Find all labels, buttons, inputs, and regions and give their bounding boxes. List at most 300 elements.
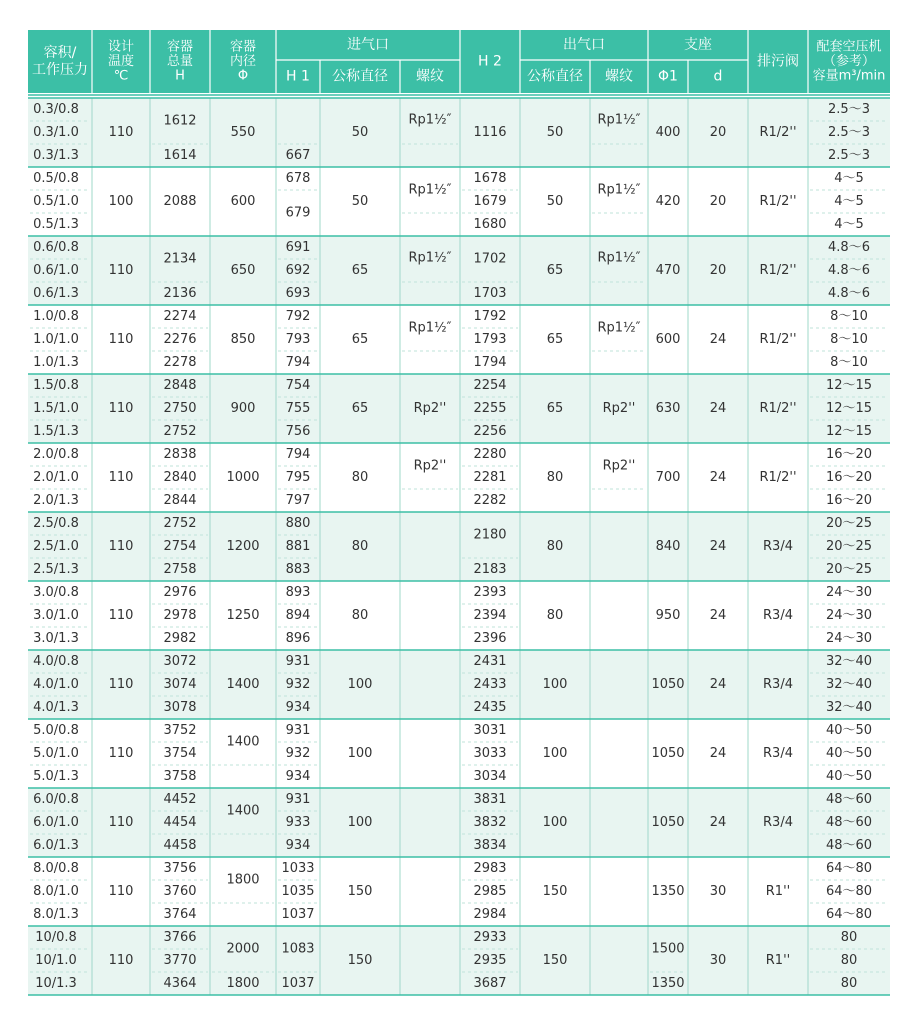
table-cell: 692 xyxy=(285,263,311,278)
table-band xyxy=(28,788,890,857)
table-cell: 650 xyxy=(230,263,256,278)
header-label: Φ xyxy=(237,68,249,84)
table-cell: 2752 xyxy=(163,516,197,531)
table-cell: R3/4 xyxy=(763,815,793,830)
table-cell: 3832 xyxy=(473,815,507,830)
model-cell: 2.5/1.3 xyxy=(33,562,79,577)
table-cell: 883 xyxy=(285,562,311,577)
table-cell: 797 xyxy=(285,493,311,508)
model-cell: 3.0/1.0 xyxy=(33,608,79,623)
model-cell: 4.0/1.3 xyxy=(33,700,79,715)
table-cell: 20～25 xyxy=(825,516,873,531)
table-cell: 470 xyxy=(655,263,681,278)
model-cell: 0.6/1.0 xyxy=(33,263,79,278)
table-cell: 2750 xyxy=(163,401,197,416)
model-cell: 2.5/0.8 xyxy=(33,516,79,531)
model-cell: 5.0/1.3 xyxy=(33,769,79,784)
header-label: 配套空压机 xyxy=(816,39,882,55)
table-cell: 931 xyxy=(285,723,311,738)
table-cell: 4.8～6 xyxy=(828,263,870,278)
table-cell: 756 xyxy=(285,424,311,439)
model-cell: 0.6/1.3 xyxy=(33,286,79,301)
table-cell: 80 xyxy=(351,470,369,485)
table-cell: 4～5 xyxy=(834,194,864,209)
table-cell: 20 xyxy=(709,194,727,209)
table-cell: 600 xyxy=(230,194,256,209)
header-label: 容量m³/min xyxy=(812,68,886,84)
table-cell: 932 xyxy=(285,677,311,692)
table-cell: 933 xyxy=(285,815,311,830)
table-cell: 1793 xyxy=(473,332,507,347)
table-cell: 80 xyxy=(546,539,564,554)
model-cell: 2.0/1.0 xyxy=(33,470,79,485)
table-cell: 80 xyxy=(840,976,858,991)
table-cell: 110 xyxy=(108,884,134,899)
table-cell: 3760 xyxy=(163,884,197,899)
table-cell: 65 xyxy=(351,401,369,416)
table-cell: 2282 xyxy=(473,493,507,508)
table-cell: 4.8～6 xyxy=(828,286,870,301)
table-cell: 12～15 xyxy=(825,424,873,439)
header-label: 螺纹 xyxy=(416,68,444,85)
table-cell: 3074 xyxy=(163,677,197,692)
header-label: 总量 xyxy=(166,54,194,69)
table-cell: 65 xyxy=(546,263,564,278)
header-label: 内径 xyxy=(229,54,257,69)
table-cell: 2088 xyxy=(163,194,197,209)
table-cell: R1'' xyxy=(765,953,791,968)
table-cell: 30 xyxy=(709,884,727,899)
table-cell: R1/2'' xyxy=(759,470,797,485)
table-cell: 3687 xyxy=(473,976,507,991)
table-cell: 2984 xyxy=(473,907,507,922)
table-cell: Rp1½″ xyxy=(408,320,452,336)
header-group-label: 出气口 xyxy=(563,37,605,53)
table-cell: 795 xyxy=(285,470,311,485)
model-cell: 5.0/0.8 xyxy=(33,723,79,738)
table-cell: 754 xyxy=(285,378,311,393)
table-cell: 24 xyxy=(709,332,727,347)
table-cell: 3756 xyxy=(163,861,197,876)
table-cell: 1792 xyxy=(473,309,507,324)
table-cell: R1/2'' xyxy=(759,125,797,140)
table-cell: R3/4 xyxy=(763,677,793,692)
table-cell: 110 xyxy=(108,815,134,830)
table-cell: R1/2'' xyxy=(759,194,797,209)
header-label: 容积/ xyxy=(43,45,77,61)
table-cell: 2180 xyxy=(473,527,507,543)
table-cell: 30 xyxy=(709,953,727,968)
table-cell: 8～10 xyxy=(830,309,868,324)
table-cell: 794 xyxy=(285,355,311,370)
header-label: 设计 xyxy=(107,39,135,55)
table-cell: 1200 xyxy=(226,539,260,554)
table-cell: 3831 xyxy=(473,792,507,807)
table-cell: 893 xyxy=(285,585,311,600)
table-cell: 2396 xyxy=(473,631,507,646)
table-cell: 3834 xyxy=(473,838,507,853)
header-label: H 2 xyxy=(478,53,502,70)
table-cell: 64～80 xyxy=(825,884,873,899)
table-cell: Rp2'' xyxy=(602,458,636,474)
table-cell: 110 xyxy=(108,746,134,761)
table-cell: 50 xyxy=(546,125,564,140)
table-cell: 24～30 xyxy=(825,585,873,600)
table-cell: 2933 xyxy=(473,930,507,945)
table-cell: 2.5～3 xyxy=(828,125,870,140)
table-cell: R1/2'' xyxy=(759,401,797,416)
table-cell: 1794 xyxy=(473,355,507,370)
table-cell: 3752 xyxy=(163,723,197,738)
table-cell: 4452 xyxy=(163,792,197,807)
model-cell: 4.0/1.0 xyxy=(33,677,79,692)
table-cell: 40～50 xyxy=(825,769,873,784)
table-cell: 3034 xyxy=(473,769,507,784)
table-cell: 4364 xyxy=(163,976,197,991)
table-cell: 100 xyxy=(542,815,568,830)
table-cell: 931 xyxy=(285,792,311,807)
table-cell: 900 xyxy=(230,401,256,416)
header-label: H 1 xyxy=(286,68,310,85)
table-cell: 3764 xyxy=(163,907,197,922)
table-cell: R1/2'' xyxy=(759,263,797,278)
table-cell: 2758 xyxy=(163,562,197,577)
table-cell: 2280 xyxy=(473,447,507,462)
table-cell: 792 xyxy=(285,309,311,324)
table-cell: 3072 xyxy=(163,654,197,669)
header-label: 容器 xyxy=(229,39,257,55)
header-label: 排污阀 xyxy=(757,53,799,70)
table-cell: 2136 xyxy=(163,286,197,301)
table-cell: 4454 xyxy=(163,815,197,830)
table-cell: Rp1½″ xyxy=(597,182,641,198)
table-cell: 110 xyxy=(108,608,134,623)
table-cell: 400 xyxy=(655,125,681,140)
table-cell: 100 xyxy=(347,677,373,692)
header-label: 工作压力 xyxy=(32,62,88,78)
table-cell: 1116 xyxy=(473,125,507,140)
table-cell: 110 xyxy=(108,332,134,347)
table-cell: 100 xyxy=(108,194,134,209)
table-cell: 950 xyxy=(655,608,681,623)
table-cell: 1350 xyxy=(651,884,685,899)
header-label: （参考） xyxy=(822,54,876,69)
table-cell: 1800 xyxy=(226,872,260,888)
table-cell: 793 xyxy=(285,332,311,347)
table-cell: 50 xyxy=(351,125,369,140)
table-cell: 110 xyxy=(108,677,134,692)
table-cell: 2838 xyxy=(163,447,197,462)
model-cell: 0.5/1.0 xyxy=(33,194,79,209)
table-cell: 20～25 xyxy=(825,539,873,554)
table-cell: 2435 xyxy=(473,700,507,715)
table-cell: 2848 xyxy=(163,378,197,393)
table-cell: 2983 xyxy=(473,861,507,876)
table-cell: 1250 xyxy=(226,608,260,623)
header-label: 公称直径 xyxy=(527,68,583,85)
table-cell: 24 xyxy=(709,815,727,830)
table-band xyxy=(28,926,890,995)
table-cell: 1614 xyxy=(163,148,197,163)
header-label: H xyxy=(175,68,185,84)
table-cell: 1050 xyxy=(651,815,685,830)
model-cell: 1.0/1.0 xyxy=(33,332,79,347)
model-cell: 6.0/1.3 xyxy=(33,838,79,853)
table-cell: 24 xyxy=(709,608,727,623)
header-label: d xyxy=(713,68,723,85)
table-cell: 110 xyxy=(108,470,134,485)
table-cell: 110 xyxy=(108,125,134,140)
table-cell: 1400 xyxy=(226,734,260,750)
table-cell: 64～80 xyxy=(825,861,873,876)
table-cell: 2840 xyxy=(163,470,197,485)
table-cell: 2433 xyxy=(473,677,507,692)
table-cell: 934 xyxy=(285,769,311,784)
table-cell: 3766 xyxy=(163,930,197,945)
table-cell: 934 xyxy=(285,838,311,853)
model-cell: 10/1.3 xyxy=(35,976,77,991)
table-cell: 931 xyxy=(285,654,311,669)
table-cell: 3758 xyxy=(163,769,197,784)
table-cell: 40～50 xyxy=(825,746,873,761)
table-cell: 1679 xyxy=(473,194,507,209)
table-cell: R3/4 xyxy=(763,539,793,554)
table-cell: 8～10 xyxy=(830,355,868,370)
table-cell: 12～15 xyxy=(825,401,873,416)
table-cell: 2.5～3 xyxy=(828,102,870,117)
table-cell: 48～60 xyxy=(825,838,873,853)
table-cell: 110 xyxy=(108,539,134,554)
table-cell: 65 xyxy=(546,401,564,416)
model-cell: 1.0/1.3 xyxy=(33,355,79,370)
model-cell: 1.5/1.3 xyxy=(33,424,79,439)
table-cell: 881 xyxy=(285,539,311,554)
table-cell: 2256 xyxy=(473,424,507,439)
table-cell: 150 xyxy=(542,953,568,968)
table-cell: Rp1½″ xyxy=(597,250,641,266)
model-cell: 2.0/1.3 xyxy=(33,493,79,508)
table-cell: 2281 xyxy=(473,470,507,485)
table-cell: 840 xyxy=(655,539,681,554)
table-cell: Rp1½″ xyxy=(597,320,641,336)
table-cell: 24～30 xyxy=(825,608,873,623)
table-cell: 679 xyxy=(285,205,311,221)
table-cell: 2752 xyxy=(163,424,197,439)
table-cell: Rp2'' xyxy=(602,401,636,416)
table-cell: 24 xyxy=(709,470,727,485)
table-cell: 150 xyxy=(347,953,373,968)
table-cell: 1035 xyxy=(281,884,315,899)
table-cell: 794 xyxy=(285,447,311,462)
table-cell: 1050 xyxy=(651,746,685,761)
table-cell: 80 xyxy=(840,930,858,945)
table-cell: 1037 xyxy=(281,976,315,991)
header-label: Φ1 xyxy=(658,68,678,85)
table-cell: 3770 xyxy=(163,953,197,968)
model-cell: 0.5/0.8 xyxy=(33,171,79,186)
table-cell: 2000 xyxy=(226,941,260,957)
table-cell: 40～50 xyxy=(825,723,873,738)
table-cell: 1680 xyxy=(473,217,507,232)
table-cell: 1400 xyxy=(226,677,260,692)
table-cell: Rp2'' xyxy=(413,458,447,474)
table-cell: R3/4 xyxy=(763,608,793,623)
table-cell: 1033 xyxy=(281,861,315,876)
table-cell: 8～10 xyxy=(830,332,868,347)
model-cell: 1.5/1.0 xyxy=(33,401,79,416)
model-cell: 5.0/1.0 xyxy=(33,746,79,761)
table-cell: 2393 xyxy=(473,585,507,600)
table-cell: R1'' xyxy=(765,884,791,899)
table-cell: 3754 xyxy=(163,746,197,761)
table-cell: 65 xyxy=(351,263,369,278)
table-band xyxy=(28,857,890,926)
table-cell: 50 xyxy=(351,194,369,209)
table-cell: 2978 xyxy=(163,608,197,623)
table-cell: 4.8～6 xyxy=(828,240,870,255)
table-cell: 2276 xyxy=(163,332,197,347)
table-cell: 80 xyxy=(546,608,564,623)
table-cell: 48～60 xyxy=(825,792,873,807)
table-cell: 4～5 xyxy=(834,171,864,186)
table-cell: 1702 xyxy=(473,251,507,267)
header-label: 螺纹 xyxy=(605,68,633,85)
table-cell: 64～80 xyxy=(825,907,873,922)
header-group-label: 支座 xyxy=(684,37,712,53)
table-cell: 2278 xyxy=(163,355,197,370)
table-cell: 80 xyxy=(351,608,369,623)
model-cell: 3.0/0.8 xyxy=(33,585,79,600)
table-cell: Rp1½″ xyxy=(597,112,641,128)
table-cell: 2844 xyxy=(163,493,197,508)
header-group-label: 进气口 xyxy=(347,37,389,53)
table-cell: 2982 xyxy=(163,631,197,646)
table-cell: 896 xyxy=(285,631,311,646)
table-cell: 100 xyxy=(542,746,568,761)
table-cell: 16～20 xyxy=(825,493,873,508)
model-cell: 1.0/0.8 xyxy=(33,309,79,324)
table-cell: 80 xyxy=(351,539,369,554)
model-cell: 0.3/1.3 xyxy=(33,148,79,163)
table-cell: 100 xyxy=(347,746,373,761)
table-cell: 1350 xyxy=(651,976,685,991)
table-cell: 2.5～3 xyxy=(828,148,870,163)
table-cell: 1612 xyxy=(163,113,197,129)
model-cell: 0.3/1.0 xyxy=(33,125,79,140)
table-cell: 934 xyxy=(285,700,311,715)
model-cell: 4.0/0.8 xyxy=(33,654,79,669)
table-cell: 3078 xyxy=(163,700,197,715)
table-cell: 693 xyxy=(285,286,311,301)
model-cell: 10/0.8 xyxy=(35,930,77,945)
table-cell: 110 xyxy=(108,953,134,968)
model-cell: 2.5/1.0 xyxy=(33,539,79,554)
table-cell: 1400 xyxy=(226,803,260,819)
table-cell: 2274 xyxy=(163,309,197,324)
table-cell: Rp1½″ xyxy=(408,250,452,266)
table-cell: 100 xyxy=(542,677,568,692)
table-cell: 667 xyxy=(285,148,311,163)
table-cell: 3031 xyxy=(473,723,507,738)
table-cell: 16～20 xyxy=(825,470,873,485)
table-cell: 4458 xyxy=(163,838,197,853)
model-cell: 1.5/0.8 xyxy=(33,378,79,393)
table-cell: 12～15 xyxy=(825,378,873,393)
header-label: 温度 xyxy=(107,54,135,69)
table-band xyxy=(28,512,890,581)
table-cell: 110 xyxy=(108,263,134,278)
table-cell: 4～5 xyxy=(834,217,864,232)
table-cell: 1800 xyxy=(226,976,260,991)
table-cell: 2431 xyxy=(473,654,507,669)
table-cell: 65 xyxy=(546,332,564,347)
table-cell: 1500 xyxy=(651,941,685,957)
table-cell: 2976 xyxy=(163,585,197,600)
model-cell: 0.6/0.8 xyxy=(33,240,79,255)
table-cell: 24 xyxy=(709,539,727,554)
table-cell: 932 xyxy=(285,746,311,761)
table-cell: 755 xyxy=(285,401,311,416)
table-cell: 2754 xyxy=(163,539,197,554)
table-cell: 2985 xyxy=(473,884,507,899)
model-cell: 8.0/0.8 xyxy=(33,861,79,876)
table-cell: 1703 xyxy=(473,286,507,301)
table-cell: 100 xyxy=(347,815,373,830)
table-cell: 894 xyxy=(285,608,311,623)
model-cell: 8.0/1.3 xyxy=(33,907,79,922)
table-cell: Rp1½″ xyxy=(408,182,452,198)
table-cell: 630 xyxy=(655,401,681,416)
table-cell: 2183 xyxy=(473,562,507,577)
table-cell: 32～40 xyxy=(825,677,873,692)
header-label: ℃ xyxy=(113,68,129,84)
table-cell: 32～40 xyxy=(825,700,873,715)
header-label: 容器 xyxy=(166,39,194,55)
table-cell: 420 xyxy=(655,194,681,209)
table-cell: 50 xyxy=(546,194,564,209)
model-cell: 6.0/0.8 xyxy=(33,792,79,807)
table-cell: Rp1½″ xyxy=(408,112,452,128)
table-cell: 150 xyxy=(347,884,373,899)
header-label: 公称直径 xyxy=(332,68,388,85)
table-cell: 2255 xyxy=(473,401,507,416)
table-cell: 20 xyxy=(709,125,727,140)
model-cell: 10/1.0 xyxy=(35,953,77,968)
table-cell: 32～40 xyxy=(825,654,873,669)
table-band xyxy=(28,719,890,788)
model-cell: 8.0/1.0 xyxy=(33,884,79,899)
table-cell: 24～30 xyxy=(825,631,873,646)
table-cell: 700 xyxy=(655,470,681,485)
table-cell: 2394 xyxy=(473,608,507,623)
model-cell: 0.5/1.3 xyxy=(33,217,79,232)
table-cell: 24 xyxy=(709,677,727,692)
table-cell: 600 xyxy=(655,332,681,347)
table-cell: 24 xyxy=(709,401,727,416)
table-cell: 880 xyxy=(285,516,311,531)
table-cell: 2134 xyxy=(163,251,197,267)
table-cell: R3/4 xyxy=(763,746,793,761)
model-cell: 3.0/1.3 xyxy=(33,631,79,646)
model-cell: 0.3/0.8 xyxy=(33,102,79,117)
table-cell: 1000 xyxy=(226,470,260,485)
model-cell: 2.0/0.8 xyxy=(33,447,79,462)
table-band xyxy=(28,650,890,719)
table-cell: Rp2'' xyxy=(413,401,447,416)
table-cell: 65 xyxy=(351,332,369,347)
table-cell: 3033 xyxy=(473,746,507,761)
table-cell: 20 xyxy=(709,263,727,278)
